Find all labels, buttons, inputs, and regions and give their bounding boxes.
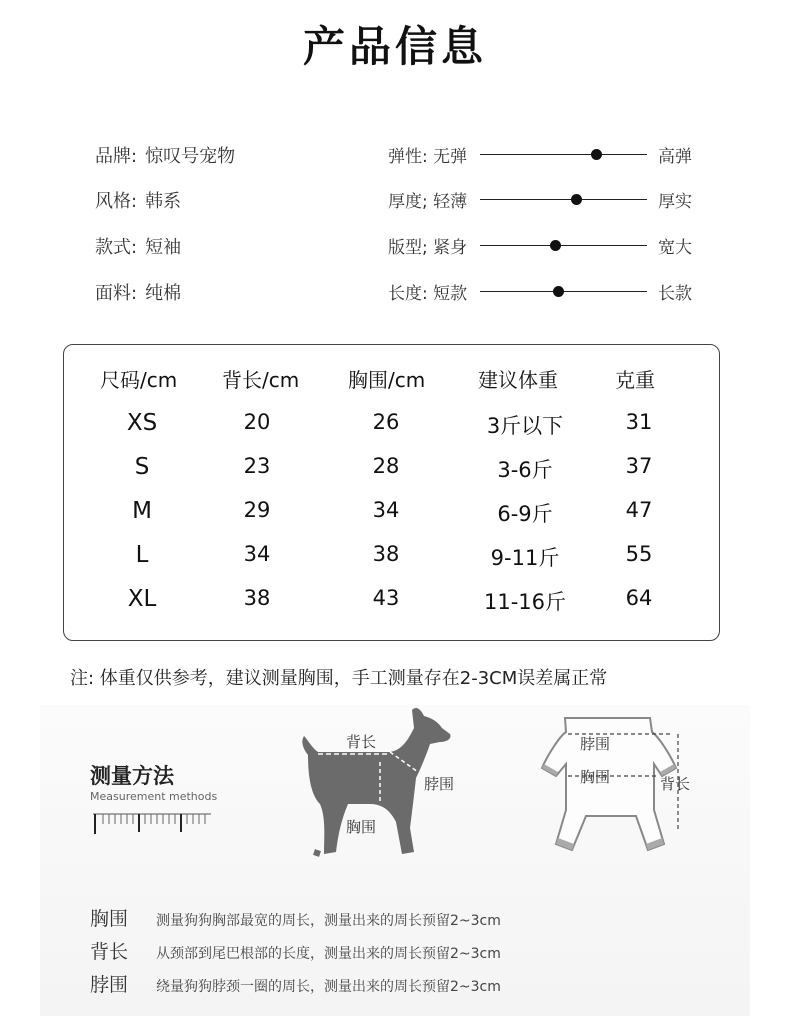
dog-neck-label: 脖围 — [424, 775, 455, 793]
table-cell: 38 — [372, 542, 400, 566]
attr-key: 款式: — [95, 237, 138, 258]
dog-chest-label: 胸围 — [346, 818, 377, 836]
table-header: 建议体重 — [478, 368, 558, 392]
table-cell: 3-6斤 — [497, 458, 553, 482]
table-cell: 43 — [372, 586, 400, 610]
table-cell: 29 — [243, 498, 271, 522]
table-cell: 11-16斤 — [483, 590, 567, 614]
table-cell: S — [134, 454, 150, 480]
attr-brand — [95, 142, 235, 168]
table-cell: 9-11斤 — [490, 546, 560, 570]
shirt-back-label: 背长 — [660, 775, 691, 793]
scale-elasticity — [388, 142, 708, 166]
attr-value: 纯棉 — [145, 283, 182, 304]
table-cell: 34 — [372, 498, 400, 522]
shirt-neck-label: 脖围 — [580, 735, 611, 753]
table-cell: 55 — [625, 542, 653, 566]
shirt-chest-label: 胸围 — [580, 768, 611, 786]
table-cell: 47 — [625, 498, 653, 522]
table-header: 克重 — [615, 368, 655, 392]
desc-chest — [90, 904, 501, 931]
desc-text: 从颈部到尾巴根部的长度，测量出来的周长预留2~3cm — [156, 946, 501, 962]
desc-neck — [90, 970, 501, 997]
measure-subtitle: Measurement methods — [90, 790, 218, 803]
table-cell: 28 — [372, 454, 400, 478]
desc-back — [90, 937, 501, 964]
table-cell: 20 — [243, 410, 271, 434]
desc-text: 绕量狗狗脖颈一圈的周长，测量出来的周长预留2~3cm — [156, 979, 501, 995]
desc-key: 胸围 — [90, 908, 129, 930]
desc-text: 测量狗狗胸部最宽的周长，测量出来的周长预留2~3cm — [156, 913, 501, 929]
table-cell: 64 — [625, 586, 653, 610]
scale-dot — [553, 286, 564, 297]
scale-label: 版型; 紧身 — [388, 238, 468, 258]
desc-key: 脖围 — [90, 974, 129, 996]
measure-title: 测量方法 — [90, 764, 174, 788]
attr-value: 短袖 — [145, 237, 182, 258]
scale-dot — [550, 240, 561, 251]
table-cell: L — [135, 542, 149, 568]
scale-high-label: 高弹 — [658, 147, 692, 167]
scale-line — [480, 199, 647, 200]
table-cell: XL — [127, 586, 157, 612]
attr-type — [95, 233, 181, 259]
scale-length — [388, 279, 708, 303]
table-cell: XS — [126, 410, 158, 436]
scale-line — [480, 154, 647, 155]
scale-label: 长度: 短款 — [388, 284, 468, 304]
page-title: 产品信息 — [302, 22, 487, 71]
table-cell: 26 — [372, 410, 400, 434]
scale-dot — [591, 149, 602, 160]
scale-dot — [571, 194, 582, 205]
scale-label: 厚度; 轻薄 — [388, 192, 468, 212]
table-header: 背长/cm — [222, 368, 300, 392]
desc-key: 背长 — [90, 941, 129, 963]
table-cell: 34 — [243, 542, 271, 566]
scale-label: 弹性: 无弹 — [388, 147, 468, 167]
table-cell: 6-9斤 — [497, 502, 553, 526]
dog-back-label: 背长 — [346, 733, 377, 751]
table-cell: M — [132, 498, 152, 524]
ruler-icon — [93, 812, 211, 834]
table-cell: 3斤以下 — [486, 414, 564, 438]
attr-key: 品牌: — [95, 146, 138, 167]
attr-key: 面料: — [95, 283, 138, 304]
scale-high-label: 厚实 — [658, 192, 692, 212]
attr-fabric — [95, 279, 181, 305]
note-text: 注: 体重仅供参考，建议测量胸围，手工测量存在2-3CM误差属正常 — [70, 668, 608, 689]
scale-high-label: 宽大 — [658, 238, 692, 258]
attr-key: 风格: — [95, 191, 138, 212]
table-cell: 37 — [625, 454, 653, 478]
attr-value: 惊叹号宠物 — [145, 146, 236, 167]
table-cell: 38 — [243, 586, 271, 610]
scale-fit — [388, 233, 708, 257]
scale-line — [480, 245, 647, 246]
table-header: 胸围/cm — [348, 368, 426, 392]
scale-thickness — [388, 187, 708, 211]
table-cell: 31 — [625, 410, 653, 434]
table-cell: 23 — [243, 454, 271, 478]
table-header: 尺码/cm — [100, 368, 178, 392]
attr-style — [95, 187, 181, 213]
scale-high-label: 长款 — [658, 284, 692, 304]
attr-value: 韩系 — [145, 191, 182, 212]
